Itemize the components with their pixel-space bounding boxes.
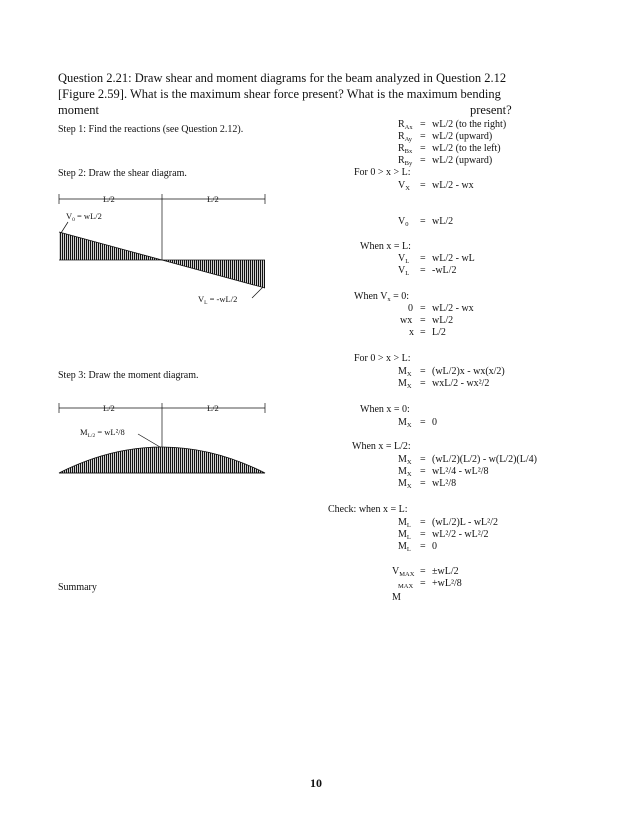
shear-half-left: L/2 [103, 194, 115, 204]
wx-value: wL/2 [432, 315, 454, 326]
vl2-value: -wL/2 [432, 265, 457, 276]
moment-when-0: When x = 0: [360, 404, 410, 415]
page-number: 10 [310, 776, 322, 790]
mmax-value: +wL²/8 [432, 578, 462, 589]
m-arrow [138, 434, 160, 447]
question-line-3-right: present? [470, 103, 512, 117]
zero-value: wL/2 - wx [432, 303, 474, 314]
step-2: Step 2: Draw the shear diagram. [58, 168, 187, 179]
shear-range: For 0 > x > L: [354, 167, 411, 178]
vmax-lhs: $V_{MAX}$ [392, 566, 415, 578]
question-line-2: [Figure 2.59]. What is the maximum shear force present? What is the maximum bending [58, 87, 501, 101]
ml1-value: (wL/2)L - wL²/2 [432, 517, 498, 528]
x-value: L/2 [432, 327, 446, 338]
reaction-ay-value: wL/2 (upward) [432, 131, 493, 142]
m0-value: 0 [432, 417, 437, 428]
shear-when-l: When x = L: [360, 241, 411, 252]
m1-value: (wL/2)x - wx(x/2) [432, 366, 505, 377]
step-3: Step 3: Draw the moment diagram. [58, 370, 199, 381]
shear-half-right: L/2 [207, 194, 219, 204]
ml2-value: wL²/2 - wL²/2 [432, 529, 489, 540]
reaction-by-value: wL/2 (upward) [432, 155, 493, 166]
step-1: Step 1: Find the reactions (see Question 2.12). [58, 124, 244, 135]
vx-value: wL/2 - wx [432, 180, 474, 191]
question-line-1: Question 2.21: Draw shear and moment diagrams for the beam analyzed in Question 2.12 [58, 71, 507, 85]
moment-half-right: L/2 [207, 403, 219, 413]
m5-value: wL²/8 [432, 478, 457, 489]
reaction-ax-value: wL/2 (to the right) [432, 119, 507, 130]
v0-label: $V_0 = wL/2$ [66, 211, 102, 223]
vl1-value: wL/2 - wL [432, 253, 475, 264]
reaction-lhs-ay: $R_{Ay}$ [398, 131, 413, 143]
m4-value: wL²/4 - wL²/8 [432, 466, 489, 477]
moment-parabola [59, 447, 265, 473]
moment-check: Check: when x = L: [328, 504, 408, 515]
shear-when-v0: When $V_x = 0$: [354, 291, 410, 303]
v0-value: wL/2 [432, 216, 454, 227]
moment-half-left: L/2 [103, 403, 115, 413]
ml3-value: 0 [432, 541, 437, 552]
m2-value: wxL/2 - wx²/2 [432, 378, 490, 389]
vl-label: $V_L = -wL/2$ [198, 294, 238, 306]
mmax-lhs: MAX [398, 583, 414, 590]
reaction-lhs-bx: $R_{Bx}$ [398, 143, 413, 155]
m-label: $M_{L/2} = wL^2/8$ [80, 427, 125, 439]
moment-when-l2: When x = L/2: [352, 441, 411, 452]
question-line-3-left: moment [58, 103, 99, 117]
summary-heading: Summary [58, 582, 97, 593]
reaction-lhs-by: $R_{By}$ [398, 155, 413, 167]
moment-range: For 0 > x > L: [354, 353, 411, 364]
reaction-bx-value: wL/2 (to the left) [432, 143, 501, 154]
m3-value: (wL/2)(L/2) - w(L/2)(L/4) [432, 454, 537, 465]
vmax-value: ±wL/2 [432, 566, 459, 577]
reaction-lhs-ax: $R_{Ax}$ [398, 119, 413, 131]
